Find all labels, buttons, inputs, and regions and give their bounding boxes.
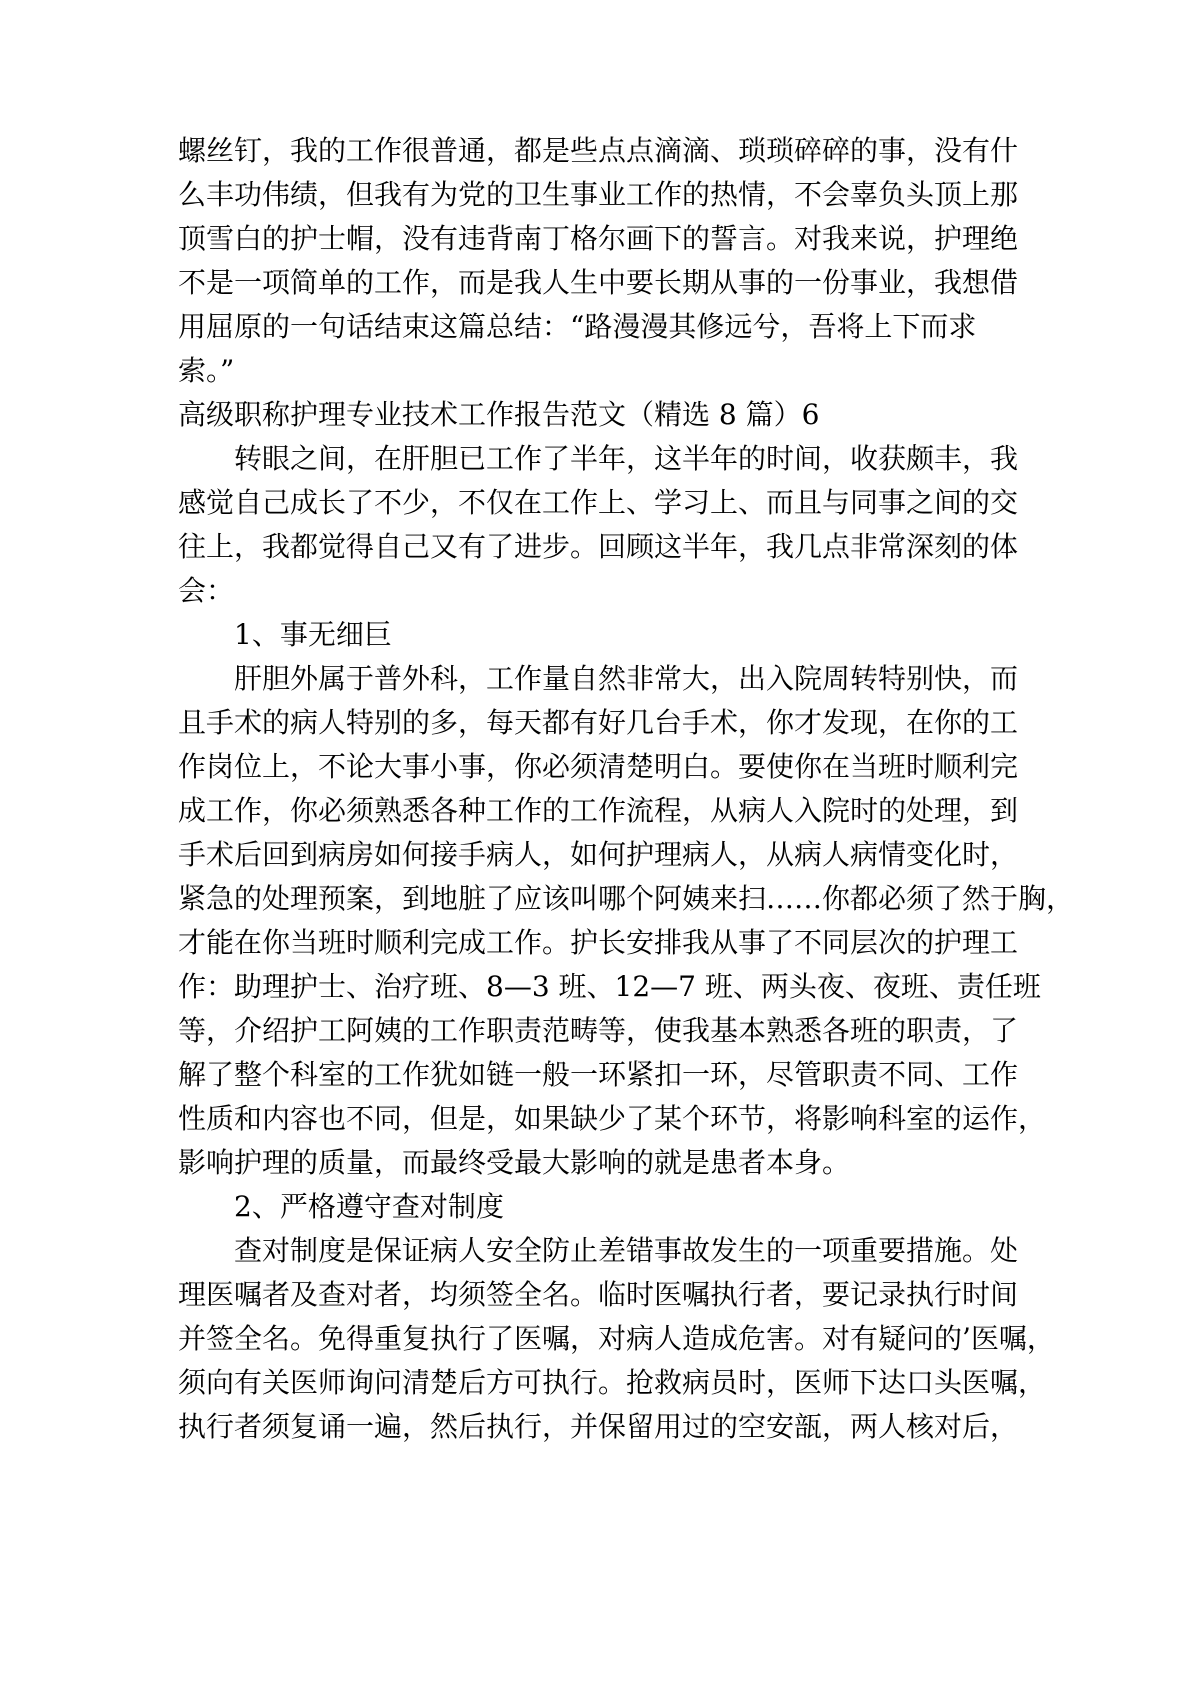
text-line: 成工作，你必须熟悉各种工作的工作流程，从病人入院时的处理，到 <box>178 794 1019 827</box>
text-line: 理医嘱者及查对者，均须签全名。临时医嘱执行者，要记录执行时间 <box>178 1278 1019 1311</box>
paragraph-first-line: 转眼之间，在肝胆已工作了半年，这半年的时间，收获颇丰，我 <box>234 442 1019 475</box>
text-line: 手术后回到病房如何接手病人，如何护理病人，从病人病情变化时， <box>178 838 1019 871</box>
text-line: 紧急的处理预案，到地脏了应该叫哪个阿姨来扫……你都必须了然于胸， <box>178 882 1075 915</box>
text-line: 等，介绍护工阿姨的工作职责范畴等，使我基本熟悉各班的职责，了 <box>178 1014 1019 1047</box>
text-line: 用屈原的一句话结束这篇总结：“路漫漫其修远兮，吾将上下而求 <box>178 310 977 343</box>
text-line: 螺丝钉，我的工作很普通，都是些点点滴滴、琐琐碎碎的事，没有什 <box>178 134 1019 167</box>
text-line: 索。” <box>178 354 235 387</box>
subheading-item-2: 2、严格遵守查对制度 <box>234 1190 504 1223</box>
text-line: 作：助理护士、治疗班、8—3 班、12—7 班、两头夜、夜班、责任班 <box>178 970 1041 1003</box>
paragraph-first-line: 查对制度是保证病人安全防止差错事故发生的一项重要措施。处 <box>234 1234 1019 1267</box>
paragraph-first-line: 肝胆外属于普外科，工作量自然非常大，出入院周转特别快，而 <box>234 662 1019 695</box>
subheading-item-1: 1、事无细巨 <box>234 618 392 651</box>
text-line: 须向有关医师询问清楚后方可执行。抢救病员时，医师下达口头医嘱， <box>178 1366 1047 1399</box>
text-line: 会： <box>178 574 235 607</box>
text-line: 么丰功伟绩，但我有为党的卫生事业工作的热情，不会辜负头顶上那 <box>178 178 1019 211</box>
text-line: 往上，我都觉得自己又有了进步。回顾这半年，我几点非常深刻的体 <box>178 530 1019 563</box>
text-line: 不是一项简单的工作，而是我人生中要长期从事的一份事业，我想借 <box>178 266 1019 299</box>
text-line: 解了整个科室的工作犹如链一般一环紧扣一环，尽管职责不同、工作 <box>178 1058 1019 1091</box>
text-line: 且手术的病人特别的多，每天都有好几台手术，你才发现，在你的工 <box>178 706 1019 739</box>
section-heading: 高级职称护理专业技术工作报告范文（精选 8 篇）6 <box>178 398 820 431</box>
text-line: 并签全名。免得重复执行了医嘱，对病人造成危害。对有疑问的’医嘱， <box>178 1322 1055 1355</box>
text-line: 感觉自己成长了不少，不仅在工作上、学习上、而且与同事之间的交 <box>178 486 1019 519</box>
text-line: 顶雪白的护士帽，没有违背南丁格尔画下的誓言。对我来说，护理绝 <box>178 222 1019 255</box>
text-line: 性质和内容也不同，但是，如果缺少了某个环节，将影响科室的运作， <box>178 1102 1047 1135</box>
text-line: 作岗位上，不论大事小事，你必须清楚明白。要使你在当班时顺利完 <box>178 750 1019 783</box>
text-line: 才能在你当班时顺利完成工作。护长安排我从事了不同层次的护理工 <box>178 926 1019 959</box>
text-line: 影响护理的质量，而最终受最大影响的就是患者本身。 <box>178 1146 851 1179</box>
text-line: 执行者须复诵一遍，然后执行，并保留用过的空安瓿，两人核对后， <box>178 1410 1019 1443</box>
